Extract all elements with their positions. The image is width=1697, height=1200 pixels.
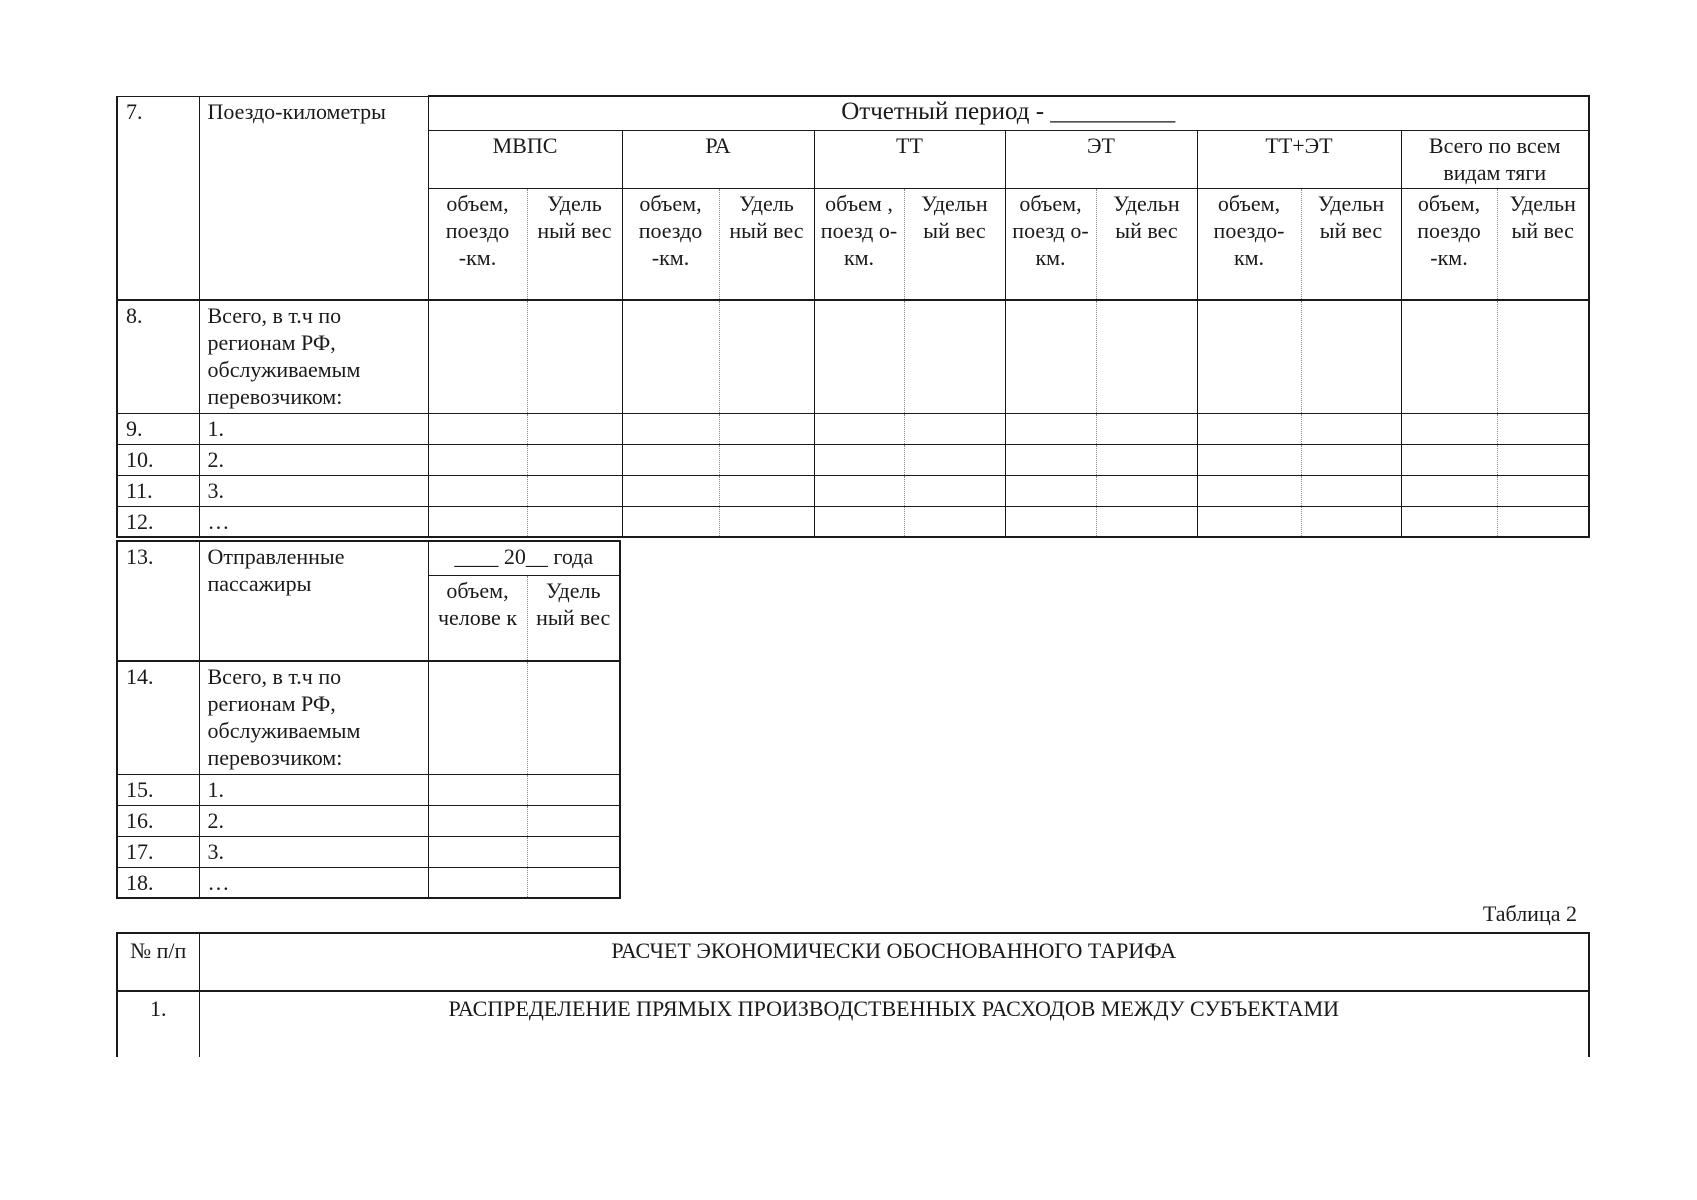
table-caption: Таблица 2 [1482,901,1577,926]
row-label: 1. [199,413,428,444]
subheader-share: Удель ный вес [527,575,620,661]
table-row [117,774,620,805]
data-cell [1096,300,1197,413]
data-cell [904,444,1005,475]
subheader-volume: объем, поездо -км. [1401,188,1497,300]
table-row [117,475,1589,506]
row-label: … [199,506,428,537]
data-cell [1005,506,1096,537]
table-row [117,867,620,898]
data-cell [622,413,719,444]
row-label: 1. [199,774,428,805]
data-cell [428,805,527,836]
subheader-volume: объем , поезд о-км. [814,188,904,300]
row-number: 17. [117,836,199,867]
row-label: 3. [199,475,428,506]
row-number: 18. [117,867,199,898]
table-row [117,300,1589,413]
period-header: Отчетный период - __________ [428,96,1589,130]
subheader-share: Удельн ый вес [1096,188,1197,300]
data-cell [814,444,904,475]
data-cell [527,475,622,506]
data-cell [428,506,527,537]
data-cell [814,475,904,506]
table-row [117,506,1589,537]
group-header-total: Всего по всем видам тяги [1401,130,1589,188]
data-cell [1197,475,1301,506]
data-cell [1401,506,1497,537]
data-cell [1005,300,1096,413]
row-number: 11. [117,475,199,506]
data-cell [1401,413,1497,444]
data-cell [814,300,904,413]
subheader-share: Удель ный вес [719,188,814,300]
data-cell [527,413,622,444]
data-cell [1301,444,1401,475]
train-km-table [116,95,1590,538]
data-cell [428,300,527,413]
data-cell [1497,300,1589,413]
row-label: Всего, в т.ч по регионам РФ, обслуживаемым перевозчиком: [199,661,428,774]
data-cell [1401,444,1497,475]
row-number: 10. [117,444,199,475]
data-cell [1005,475,1096,506]
data-cell [1497,475,1589,506]
table-row [117,836,620,867]
subheader-share: Удель ный вес [527,188,622,300]
data-cell [904,300,1005,413]
data-cell [1096,413,1197,444]
data-cell [428,661,527,774]
data-cell [719,506,814,537]
data-cell [1497,444,1589,475]
data-cell [622,506,719,537]
row-label: Поездо-километры [199,96,428,300]
table-row [117,661,620,774]
data-cell [1096,506,1197,537]
header-num: № п/п [117,933,199,991]
data-cell [1301,506,1401,537]
subheader-volume: объем, поездо- км. [1197,188,1301,300]
data-cell [719,413,814,444]
data-cell [1096,444,1197,475]
data-cell [622,300,719,413]
header-title: РАСЧЕТ ЭКОНОМИЧЕСКИ ОБОСНОВАННОГО ТАРИФА [199,933,1589,991]
data-cell [1197,300,1301,413]
group-header-tt-et: ТТ+ЭТ [1197,130,1401,188]
row-number: 15. [117,774,199,805]
data-cell [622,444,719,475]
row-label: … [199,867,428,898]
data-cell [1096,475,1197,506]
data-cell [1497,506,1589,537]
data-cell [527,300,622,413]
data-cell [527,867,620,898]
data-cell [1301,413,1401,444]
row-label: 2. [199,805,428,836]
row-label: 3. [199,836,428,867]
data-cell [1301,475,1401,506]
data-cell [904,413,1005,444]
data-cell [1005,444,1096,475]
subheader-share: Удельн ый вес [904,188,1005,300]
subheader-share: Удельн ый вес [1497,188,1589,300]
row-number: 9. [117,413,199,444]
subheader-volume: объем, челове к [428,575,527,661]
data-cell [1197,506,1301,537]
data-cell [428,867,527,898]
group-header-ra: РА [622,130,814,188]
subheader-volume: объем, поездо -км. [428,188,527,300]
table-row [117,413,1589,444]
row-title: РАСПРЕДЕЛЕНИЕ ПРЯМЫХ ПРОИЗВОДСТВЕННЫХ РАСХОДОВ МЕЖДУ СУБЪЕКТАМИ [199,991,1589,1057]
tariff-table [116,932,1590,1057]
data-cell [428,413,527,444]
row-label: Всего, в т.ч по регионам РФ, обслуживаемым перевозчиком: [199,300,428,413]
group-header-mvps: МВПС [428,130,622,188]
data-cell [1401,475,1497,506]
table-row [117,444,1589,475]
data-cell [814,413,904,444]
data-cell [1197,444,1301,475]
data-cell [1197,413,1301,444]
data-cell [527,774,620,805]
group-header-tt: ТТ [814,130,1005,188]
data-cell [1005,413,1096,444]
data-cell [428,444,527,475]
data-cell [1497,413,1589,444]
row-label: 2. [199,444,428,475]
data-cell [814,506,904,537]
data-cell [904,475,1005,506]
subheader-share: Удельн ый вес [1301,188,1401,300]
data-cell [527,506,622,537]
data-cell [904,506,1005,537]
row-number: 13. [117,541,199,661]
row-label: Отправленные пассажиры [199,541,428,661]
data-cell [527,805,620,836]
data-cell [527,444,622,475]
data-cell [719,444,814,475]
group-header-et: ЭТ [1005,130,1197,188]
data-cell [527,836,620,867]
data-cell [719,300,814,413]
passengers-table [116,540,621,899]
row-number: 12. [117,506,199,537]
data-cell [428,836,527,867]
subheader-volume: объем, поезд о-км. [1005,188,1096,300]
data-cell [719,475,814,506]
data-cell [428,475,527,506]
data-cell [527,661,620,774]
data-cell [428,774,527,805]
row-number: 14. [117,661,199,774]
row-number: 8. [117,300,199,413]
row-number: 1. [117,991,199,1057]
table-row [117,805,620,836]
subheader-volume: объем, поездо -км. [622,188,719,300]
data-cell [1301,300,1401,413]
period-header: ____ 20__ года [428,541,620,575]
data-cell [1401,300,1497,413]
row-number: 16. [117,805,199,836]
row-number: 7. [117,96,199,300]
data-cell [622,475,719,506]
